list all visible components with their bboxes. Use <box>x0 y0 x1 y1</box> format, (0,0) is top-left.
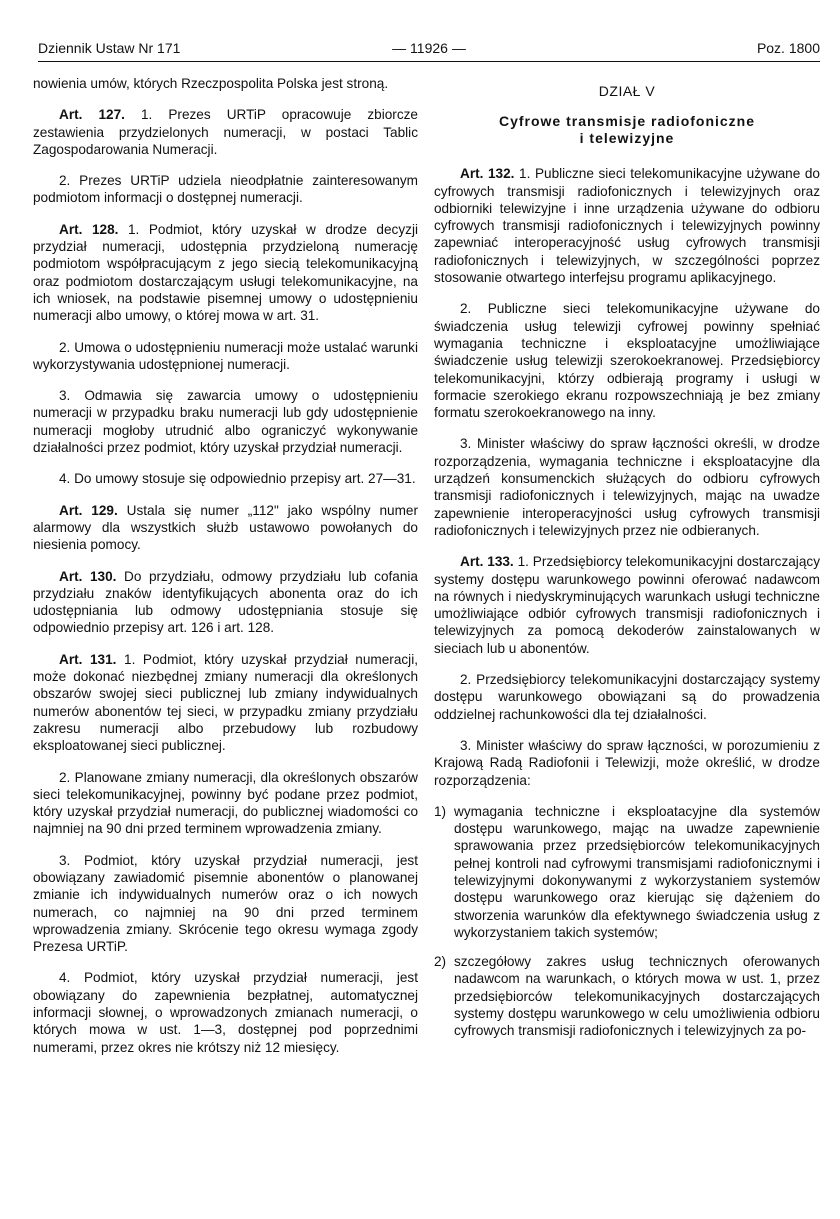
art-132-para-2: 2. Publiczne sieci telekomunikacyjne używane do świadczenia usług telewizji cyfrowej powinny spełniać wymagania techniczne i eksploatacyjne umożliwiające świadczenie usług telewizji szerokoekranowej. Przedsiębiorcy telekomunikacyjni, którzy odbierają programy i usługi w formacie szerokiego ekranu rozpowszechniają je bez zmiany formatu szerokoekranowego na inny. <box>434 301 820 421</box>
art-133-para-2: 2. Przedsiębiorcy telekomunikacyjni dostarczający systemy dostępu warunkowego obowiązani są do prowadzenia oddzielnej rachunkowości dla tej działalności. <box>434 672 820 722</box>
art-131-para-1 <box>33 651 418 755</box>
art-128-label: Art. 128. <box>59 221 119 237</box>
art-131-para-3: 3. Podmiot, który uzyskał przydział numeracji, jest obowiązany zawiadomić pisemnie abonentów o planowanej zmianie ich indywidualnych numerów oraz o ich nowych numerach, co najmniej na 90 dni przed terminem wprowadzenia zmiany. Skrócenie tego okresu wymaga zgody Prezesa URTiP. <box>33 852 418 955</box>
art-132-text: 1. Publiczne sieci telekomunikacyjne używane do cyfrowych transmisji radiofonicznych i telewizyjnych oraz odbiorniki telewizyjne i inne urządzenia używane do odbioru cyfrowych transmisji radiofonicznych i telewizyjnych powinny zapewniać interoperacyjność usług cyfrowych transmisji radiofonicznych i telewizyjnych, w szczególności poprzez stosowanie otwartego interfejsu programu aplikacyjnego. <box>434 166 820 286</box>
list-item-text: szczegółowy zakres usług technicznych oferowanych nadawcom na warunkach, o których mowa w ust. 1, przez przedsiębiorców telekomunikacyjnych dostarczających systemy dostępu warunkowego w celu umożliwienia odbioru cyfrowych transmisji radiofonicznych i telewizyjnych za po- <box>454 954 820 1039</box>
art-130-text: Do przydziału, odmowy przydziału lub cofania przydziału znaków identyfikujących abonenta oraz do ich udostępniania lub odmowy udostępniania stosuje się odpowiednio przepisy art. 126 i art. 128. <box>33 568 418 636</box>
paragraph-continuation: nowienia umów, których Rzeczpospolita Polska jest stroną. <box>33 76 389 91</box>
art-131-para-4: 4. Podmiot, który uzyskał przydział numeracji, jest obowiązany do zapewnienia bezpłatnej, automatycznej informacji słownej, o wprowadzonych zmianach numeracji, o których mowa w ust. 1—3, dostępnej pod poprzednimi numerami, przez okres nie krótszy niż 12 miesięcy. <box>33 970 418 1055</box>
art-128-text: 1. Podmiot, który uzyskał w drodze decyzji przydział numeracji, udostępnia przydzieloną numerację podmiotom współpracującym z jego siecią telekomunikacyjną oraz podmiotom dostarczającym usługi telekomunikacyjne, na ich wniosek, na podstawie pisemnej umowy o udostępnieniu numeracji albo umowy, o której mowa w art. 31. <box>33 221 418 324</box>
art-129-text: Ustala się numer „112" jako wspólny numer alarmowy dla wszystkich służb ustawowo powołanych do niesienia pomocy. <box>33 502 418 553</box>
art-127-para-1 <box>33 106 418 158</box>
left-column <box>33 75 418 1070</box>
page-number: — 11926 — <box>392 40 466 56</box>
art-127-para-2: 2. Prezes URTiP udziela nieodpłatnie zainteresowanym podmiotom informacji o dostępnej numeracji. <box>33 173 418 206</box>
art-132-label: Art. 132. <box>460 166 515 182</box>
page-header <box>38 39 820 59</box>
section-heading: DZIAŁ V <box>598 83 656 99</box>
art-128-para-4: 4. Do umowy stosuje się odpowiednio przepisy art. 27—31. <box>59 471 416 487</box>
header-rule <box>38 61 820 62</box>
section-title-line-1: Cyfrowe transmisje radiofoniczne <box>498 113 756 130</box>
art-131-label: Art. 131. <box>59 651 117 667</box>
position-number: Poz. 1800 <box>756 40 820 56</box>
art-128-para-2: 2. Umowa o udostępnieniu numeracji może ustalać warunki wykorzystywania udostępnionej numeracji. <box>33 339 418 372</box>
art-132-para-1 <box>434 165 820 286</box>
art-128-para-3: 3. Odmawia się zawarcia umowy o udostępnieniu numeracji w przypadku braku numeracji lub gdy udostępnienie numeracji mogłoby utrudnić albo ograniczyć wykonywanie działalności przez podmiot, który uzyskał przydział numeracji. <box>33 388 418 456</box>
art-133-para-3: 3. Minister właściwy do spraw łączności, w porozumieniu z Krajową Radą Radiofonii i Telewizji, może określić, w drodze rozporządzenia: <box>434 737 820 788</box>
art-131-text: 1. Podmiot, który uzyskał przydział numeracji, może dokonać niezbędnej zmiany numeracji dla określonych obszarów swojej sieci publicznej lub zmiany indywidualnych numerów abonentów tej sieci, w przypadku zmiany przydziału zakresu numeracji albo przebudowy lub rozbudowy eksploatowanej sieci publicznej. <box>33 651 418 754</box>
art-133-para-1 <box>434 553 820 657</box>
art-130-para <box>33 568 418 637</box>
art-129-label: Art. 129. <box>59 502 118 518</box>
section-title <box>434 113 820 147</box>
art-133-text: 1. Przedsiębiorcy telekomunikacyjni dostarczający systemy dostępu warunkowego powinni oferować nadawcom na równych i niedyskryminujących warunkach usługi techniczne umożliwiające odbiór cyfrowych transmisji radiofonicznych i telewizyjnych za pomocą dekoderów zainstalowanych w sieciach lub u abonentów. <box>434 554 820 656</box>
art-132-para-3: 3. Minister właściwy do spraw łączności określi, w drodze rozporządzenia, wymagania techniczne i eksploatacyjne dla urządzeń konsumenckich służących do odbioru cyfrowych transmisji radiofonicznych i telewizyjnych, mając na uwadze zapewnienie interoperacyjności usług cyfrowych transmisji radiofonicznych i telewizyjnych przez nie odbieranych. <box>434 436 820 538</box>
list-item-text: wymagania techniczne i eksploatacyjne dla systemów dostępu warunkowego, mając na uwadze zapewnienie sprawowania przez przedsiębiorców telekomunikacyjnych pełnej kontroli nad cyfrowymi transmisjami radiofonicznymi i telewizyjnymi dokonywanymi z wykorzystaniem systemów dostępu warunkowego oraz kierując się dążeniem do stworzenia warunków dla efektywnego świadczenia usług z wykorzystaniem takich systemów; <box>454 803 820 940</box>
list-item <box>434 803 820 941</box>
art-131-para-2: 2. Planowane zmiany numeracji, dla określonych obszarów sieci telekomunikacyjnej, powinny być podane przez podmiot, który uzyskał przydział numeracji, do publicznej wiadomości co najmniej na 90 dni przed terminem wprowadzenia zmiany. <box>33 769 418 837</box>
right-column <box>434 75 820 1052</box>
art-129-para <box>33 502 418 554</box>
art-133-label: Art. 133. <box>460 554 514 570</box>
list-item-number: 1) <box>434 803 447 819</box>
art-127-label: Art. 127. <box>59 107 125 123</box>
art-130-label: Art. 130. <box>59 568 117 584</box>
art-127-text: 1. Prezes URTiP opracowuje zbiorcze zestawienia przydzielonych numeracji, w postaci Tablic Zagospodarowania Numeracji. <box>33 107 418 157</box>
art-128-para-1 <box>33 221 418 325</box>
journal-title: Dziennik Ustaw Nr 171 <box>38 40 181 56</box>
list-item-number: 2) <box>434 954 447 970</box>
section-title-line-2: i telewizyjne <box>579 130 675 147</box>
list-item <box>434 953 820 1039</box>
